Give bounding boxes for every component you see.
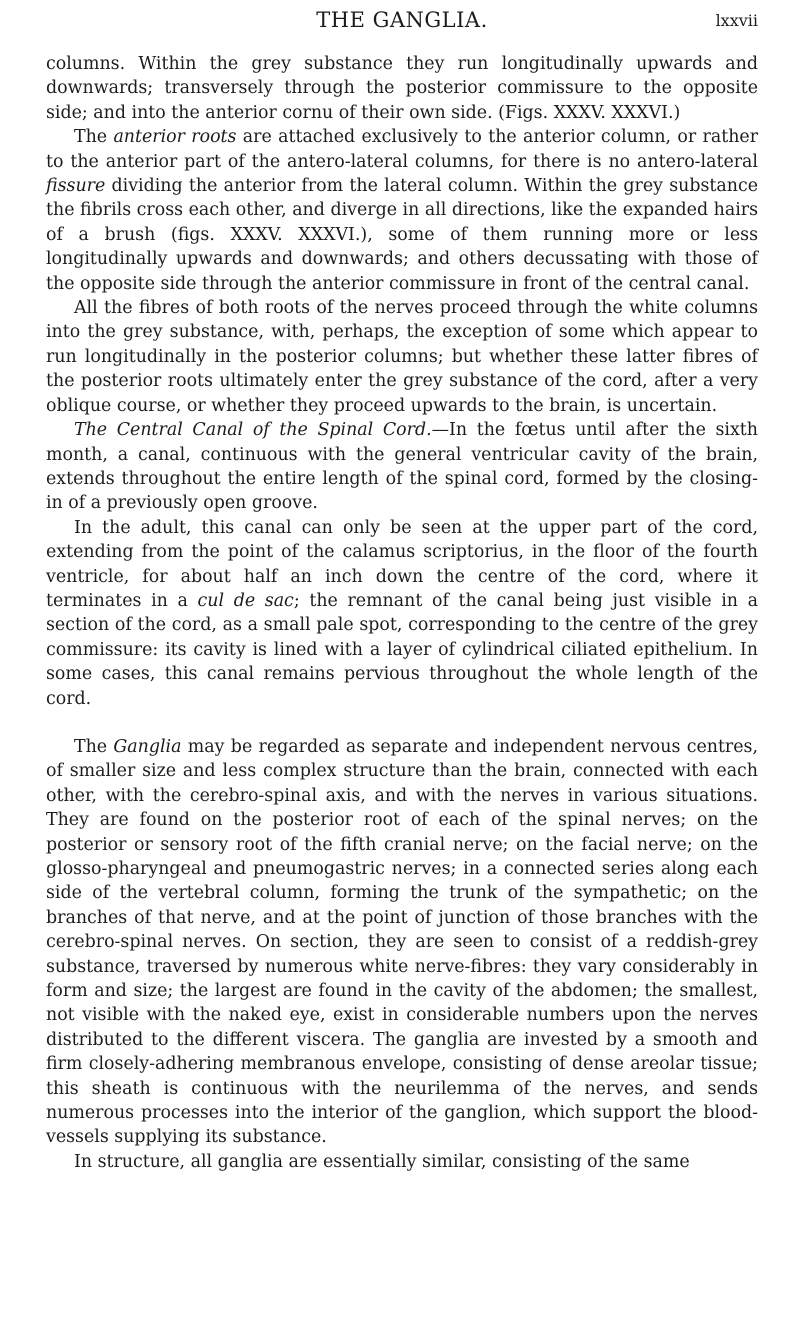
text-run: are attached exclusively to the anterior column, or rather to the anterior part of the antero-lateral columns, for there is no antero-lateral — [46, 127, 759, 172]
paragraph-p6 — [46, 735, 758, 1150]
text-run: The — [74, 127, 114, 148]
italic-term: cul de sac — [197, 590, 294, 611]
body-text — [46, 52, 758, 1174]
italic-term: Ganglia — [113, 736, 182, 757]
italic-term: anterior roots — [113, 127, 237, 148]
text-run: ; the remnant of the canal being just visible in a section of the cord, as a small pale spot, corresponding to the centre of the grey commissure: its cavity is lined with a layer of cylindrical ciliated epithelium. In some cases, this canal remains pervious throughout the whole length of the cord. — [46, 590, 759, 709]
italic-term: The Central Canal of the Spinal Cord. — [74, 420, 432, 441]
italic-term: fissure — [46, 176, 106, 197]
text-run: All the fibres of both roots of the nerves proceed through the white columns into the grey substance, with, perhaps, the exception of some which appear to run longitudinally in the posterior columns; but whether these latter fibres of the posterior roots ultimately enter the grey substance of the cord, after a very oblique course, or whether they proceed upwards to the brain, is uncertain. — [46, 298, 758, 416]
section-gap — [46, 711, 758, 735]
book-page — [46, 6, 758, 1174]
text-run: In the adult, this canal can only be seen at the upper part of the cord, extending from the point of the calamus scriptorius, in the floor of the fourth ventricle, for about half an inch down the centre of the cord, where it terminates in a — [46, 517, 758, 611]
paragraph-p1 — [46, 52, 758, 125]
paragraph-p3 — [46, 296, 758, 418]
paragraph-p2 — [46, 125, 758, 296]
paragraph-p5 — [46, 516, 758, 711]
paragraph-p4 — [46, 418, 758, 516]
page-header — [46, 6, 758, 52]
text-run: The — [74, 736, 114, 757]
running-head-title: THE GANGLIA. — [316, 8, 488, 32]
text-run: may be regarded as separate and independent nervous centres, of smaller size and less complex structure than the brain, connected with each other, with the cerebro-spinal axis, and with the nerves in various situations. They are found on the posterior root of each of the spinal nerves; on the posterior or sensory root of the fifth cranial nerve; on the facial nerve; on the glosso-pharyngeal and pneumogastric nerves; in a connected series along each side of the vertebral column, forming the trunk of the sympathetic; on the branches of that nerve, and at the point of junction of those branches with the cerebro-spinal nerves. On section, they are seen to consist of a reddish-grey substance, traversed by numerous white nerve-fibres: they vary considerably in form and size; the largest are found in the cavity of the abdomen; the smallest, not visible with the naked eye, exist in considerable numbers upon the nerves distributed to the different viscera. The ganglia are invested by a smooth and firm closely-adhering membranous envelope, consisting of dense areolar tissue; this sheath is continuous with the neurilemma of the nerves, and sends numerous processes into the interior of the ganglion, which support the blood-vessels supplying its substance. — [46, 736, 758, 1148]
paragraph-p7 — [46, 1150, 758, 1174]
text-run: —In the fœtus until after the sixth month, a canal, continuous with the general ventricular cavity of the brain, extends throughout the entire length of the spinal cord, formed by the closing-in of a previously open groove. — [46, 420, 758, 514]
text-run: dividing the anterior from the lateral column. Within the grey substance the fibrils cross each other, and diverge in all directions, like the expanded hairs of a brush (figs. XXXV. XXXVI.), some of them running more or less longitudinally upwards and downwards; and others decussating with those of the opposite side through the anterior commissure in front of the central canal. — [46, 176, 758, 294]
text-run: columns. Within the grey substance they run longitudinally upwards and downwards; transversely through the posterior commissure to the opposite side; and into the anterior cornu of their own side. (Figs. XXXV. XXXVI.) — [46, 54, 758, 123]
page-number: lxxvii — [715, 11, 758, 30]
text-run: In structure, all ganglia are essentially similar, consisting of the same — [74, 1151, 690, 1172]
